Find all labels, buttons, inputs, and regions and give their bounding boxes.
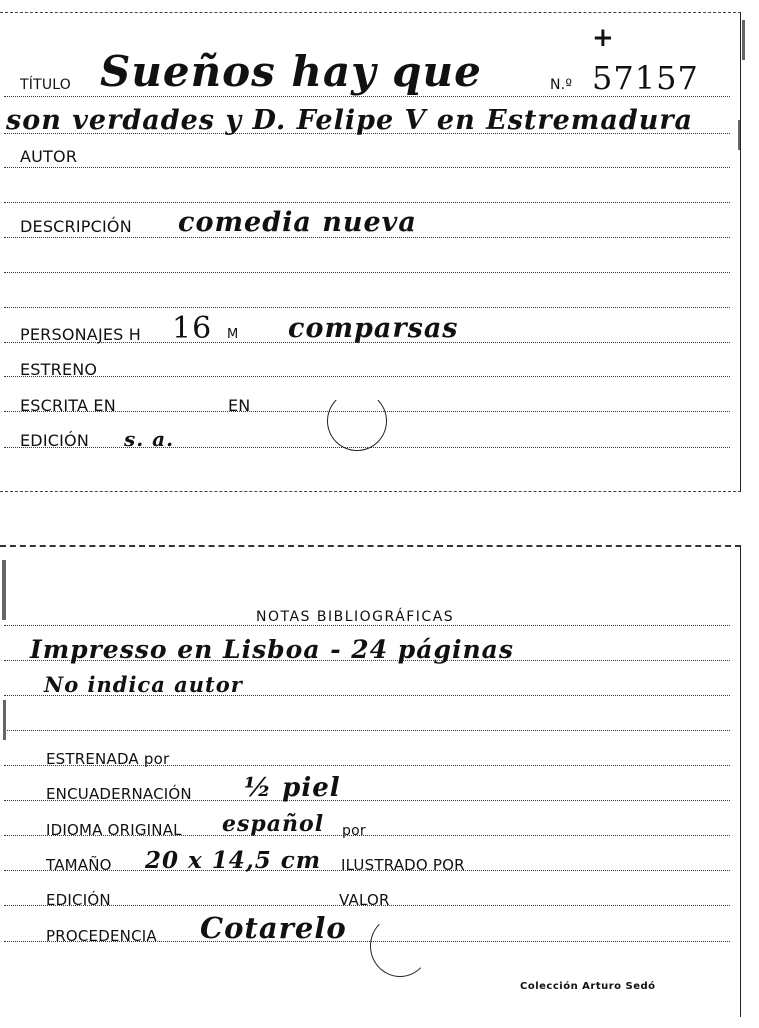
edicion-value: s. a. bbox=[124, 427, 175, 451]
valor-label: VALOR bbox=[339, 891, 390, 909]
personajes-label: PERSONAJES H bbox=[20, 325, 142, 344]
personajes-h-value: 16 bbox=[172, 311, 213, 346]
rule-line bbox=[4, 167, 730, 168]
scan-speck bbox=[2, 560, 6, 620]
rule-line bbox=[4, 272, 730, 273]
edicion-label: EDICIÓN bbox=[20, 431, 90, 450]
notas-bibliograficas-label: NOTAS BIBLIOGRÁFICAS bbox=[256, 609, 455, 625]
titulo-value: Sueños hay que bbox=[100, 47, 482, 96]
tamano-label: TAMAÑO bbox=[46, 856, 112, 874]
personajes-extra-value: comparsas bbox=[288, 313, 459, 344]
rule-line bbox=[4, 376, 730, 377]
idioma-original-label: IDIOMA ORIGINAL bbox=[46, 821, 182, 839]
personajes-m-label: M bbox=[227, 327, 239, 342]
catalog-card-bottom bbox=[0, 545, 741, 1017]
rule-line bbox=[4, 730, 730, 731]
edicion-label-2: EDICIÓN bbox=[46, 891, 111, 909]
ilustrado-por-label: ILUSTRADO POR bbox=[341, 856, 465, 874]
rule-line bbox=[4, 202, 730, 203]
numero-value: 57157 bbox=[592, 59, 699, 97]
descripcion-value: comedia nueva bbox=[178, 207, 417, 238]
scan-speck bbox=[738, 120, 740, 150]
autor-label: AUTOR bbox=[20, 147, 78, 166]
escrita-en-label: ESCRITA EN bbox=[20, 396, 116, 415]
scan-speck bbox=[742, 20, 745, 60]
cross-mark: + bbox=[592, 23, 615, 53]
procedencia-label: PROCEDENCIA bbox=[46, 927, 157, 945]
punch-hole-mark bbox=[327, 391, 387, 451]
estreno-label: ESTRENO bbox=[20, 360, 98, 379]
encuadernacion-value: ½ piel bbox=[244, 773, 341, 803]
encuadernacion-label: ENCUADERNACIÓN bbox=[46, 785, 192, 803]
notas-line-1: Impresso en Lisboa - 24 páginas bbox=[30, 635, 514, 664]
rule-line bbox=[4, 625, 730, 626]
scan-speck bbox=[3, 700, 6, 740]
descripcion-label: DESCRIPCIÓN bbox=[20, 217, 132, 236]
por-label: por bbox=[342, 823, 366, 839]
estrenada-label: ESTRENADA por bbox=[46, 750, 170, 768]
idioma-value: español bbox=[222, 811, 325, 837]
coleccion-label: Colección Arturo Sedó bbox=[520, 981, 656, 992]
catalog-card-top bbox=[0, 12, 741, 492]
procedencia-value: Cotarelo bbox=[200, 911, 347, 945]
notas-line-2: No indica autor bbox=[44, 672, 243, 697]
en-label: EN bbox=[228, 396, 251, 415]
punch-hole-mark bbox=[370, 915, 430, 977]
titulo-label: TÍTULO bbox=[20, 77, 71, 93]
tamano-value: 20 x 14,5 cm bbox=[145, 847, 322, 874]
rule-line bbox=[4, 307, 730, 308]
numero-label: N.º bbox=[550, 77, 573, 93]
titulo-value-line2: son verdades y D. Felipe V en Estremadura bbox=[6, 105, 694, 136]
